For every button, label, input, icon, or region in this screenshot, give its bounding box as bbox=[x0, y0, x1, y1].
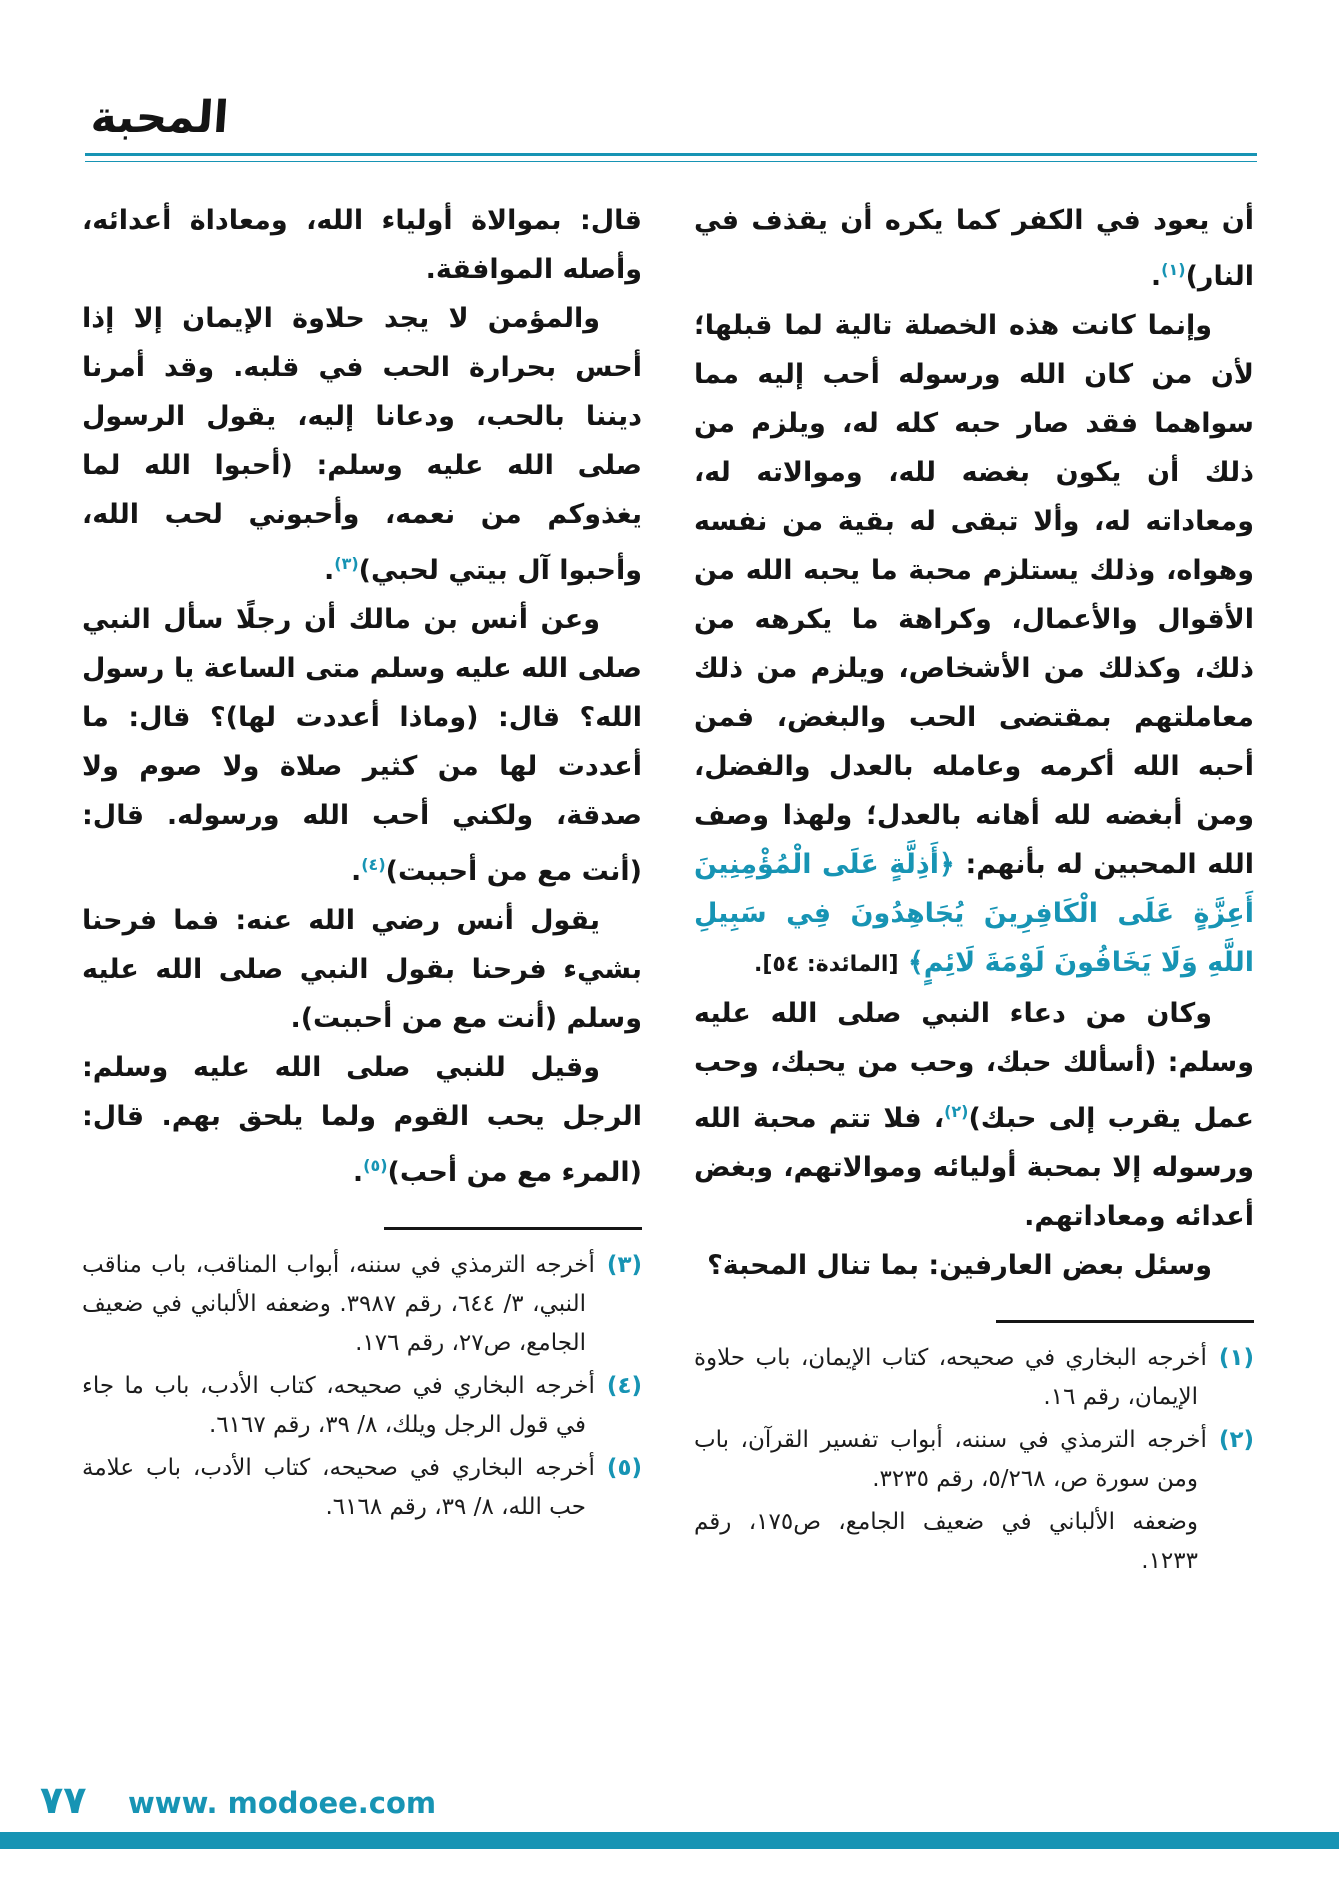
footnotes-right bbox=[694, 1320, 1254, 1581]
footnote-marker: (١) bbox=[1161, 260, 1186, 279]
paragraph-text: . bbox=[323, 555, 335, 586]
page-header bbox=[85, 92, 1257, 162]
footnote bbox=[82, 1449, 642, 1527]
footnote-marker: (٤) bbox=[361, 855, 386, 874]
chapter-logo: المحبة bbox=[89, 92, 231, 143]
paragraph bbox=[82, 595, 642, 896]
footnote-marker: (٣) bbox=[334, 554, 359, 573]
footnote bbox=[82, 1246, 642, 1363]
paragraph bbox=[694, 1241, 1254, 1290]
footnote-number: (٥) bbox=[606, 1455, 642, 1481]
paragraph bbox=[82, 896, 642, 1043]
text-columns bbox=[82, 196, 1254, 1585]
paragraph bbox=[82, 1043, 642, 1197]
footnote-number: (١) bbox=[1218, 1345, 1254, 1371]
footnote-text: أخرجه الترمذي في سننه، أبواب المناقب، باب مناقب النبي، ٣/ ٦٤٤، رقم ٣٩٨٧. وضعفه الألباني في ضعيف الجامع، ص٢٧، رقم ١٧٦. bbox=[82, 1252, 595, 1356]
paragraph-text: . bbox=[350, 856, 362, 887]
footnote-number: (٤) bbox=[606, 1373, 642, 1399]
paragraph-text: وقيل للنبي صلى الله عليه وسلم: الرجل يحب القوم ولما يلحق بهم. قال: (المرء مع من أحب) bbox=[82, 1052, 642, 1188]
footnote-text: أخرجه البخاري في صحيحه، كتاب الأدب، باب علامة حب الله، ٨/ ٣٩، رقم ٦١٦٨. bbox=[82, 1455, 595, 1520]
verse-reference: [المائدة: ٥٤]. bbox=[753, 952, 899, 977]
footnote-separator bbox=[996, 1320, 1254, 1323]
paragraph-text: والمؤمن لا يجد حلاوة الإيمان إلا إذا أحس بحرارة الحب في قلبه. وقد أمرنا ديننا بالحب، ودعانا إليه، يقول الرسول صلى الله عليه وسلم: (أحبوا الله لما يغذوكم من نعمه، وأحبوني لحب الله، وأحبوا آل بيتي لحبي) bbox=[82, 303, 642, 586]
footnote-text: أخرجه الترمذي في سننه، أبواب تفسير القرآن، باب ومن سورة ص، ٥/٢٦٨، رقم ٣٢٣٥. bbox=[694, 1427, 1207, 1492]
footnote-number: (٣) bbox=[606, 1252, 642, 1278]
paragraph-text: يقول أنس رضي الله عنه: فما فرحنا بشيء فرحنا بقول النبي صلى الله عليه وسلم (أنت مع من أحببت). bbox=[82, 905, 642, 1034]
footnote-marker: (٥) bbox=[363, 1156, 388, 1175]
footnote-text: أخرجه البخاري في صحيحه، كتاب الإيمان، باب حلاوة الإيمان، رقم ١٦. bbox=[694, 1345, 1207, 1410]
footnote-continuation bbox=[694, 1503, 1254, 1581]
footnote bbox=[694, 1339, 1254, 1417]
paragraph bbox=[82, 196, 642, 294]
footnote bbox=[694, 1421, 1254, 1499]
paragraph-text: وإنما كانت هذه الخصلة تالية لما قبلها؛ لأن من كان الله ورسوله أحب إليه مما سواهما فقد صار حبه كله له، ويلزم من ذلك أن يكون بغضه لله، وموالاته له، ومعاداته له، وألا تبقى له بقية من نفسه وهواه، وذلك يستلزم محبة ما يحبه الله من الأقوال والأعمال، وكراهة ما يكرهه من ذلك، وكذلك من الأشخاص، ويلزم من ذلك معاملتهم بمقتضى الحب والبغض، فمن أحبه الله أكرمه وعامله بالعدل والفضل، ومن أبغضه لله أهانه بالعدل؛ ولهذا وصف الله المحبين له بأنهم: bbox=[694, 310, 1254, 880]
paragraph-text: . bbox=[1150, 261, 1162, 292]
footnote-text: وضعفه الألباني في ضعيف الجامع، ص١٧٥، رقم ١٢٣٣. bbox=[694, 1509, 1198, 1574]
paragraph-text: أن يعود في الكفر كما يكره أن يقذف في النار) bbox=[694, 205, 1254, 292]
page-number: ٧٧ bbox=[40, 1778, 87, 1822]
column-left bbox=[82, 196, 642, 1585]
header-rule bbox=[85, 153, 1257, 162]
footnote bbox=[82, 1367, 642, 1445]
paragraph-text: قال: بموالاة أولياء الله، ومعاداة أعدائه، وأصله الموافقة. bbox=[82, 205, 642, 285]
footer-bar bbox=[0, 1832, 1339, 1849]
quran-verse: ﴿أَذِلَّةٍ عَلَى الْمُؤْمِنِينَ أَعِزَّةٍ عَلَى الْكَافِرِينَ يُجَاهِدُونَ فِي سَبِيلِ اللَّهِ وَلَا يَخَافُونَ لَوْمَةَ لَائِمٍ﴾ bbox=[694, 849, 1254, 978]
paragraph-text: وسئل بعض العارفين: بما تنال المحبة؟ bbox=[707, 1250, 1212, 1281]
paragraph-text: . bbox=[352, 1157, 364, 1188]
footnotes-left bbox=[82, 1227, 642, 1527]
paragraph-text: ، فلا تتم محبة الله ورسوله إلا بمحبة أوليائه وموالاتهم، وبغض أعدائه ومعاداتهم. bbox=[694, 1103, 1254, 1232]
paragraph bbox=[694, 989, 1254, 1241]
website-url: www. modoee.com bbox=[128, 1786, 437, 1820]
column-right bbox=[694, 196, 1254, 1585]
paragraph bbox=[82, 294, 642, 595]
paragraph bbox=[694, 196, 1254, 301]
footnote-marker: (٢) bbox=[944, 1102, 969, 1121]
footnote-text: أخرجه البخاري في صحيحه، كتاب الأدب، باب ما جاء في قول الرجل ويلك، ٨/ ٣٩، رقم ٦١٦٧. bbox=[82, 1373, 595, 1438]
footnote-number: (٢) bbox=[1218, 1427, 1254, 1453]
paragraph-text: وكان من دعاء النبي صلى الله عليه وسلم: (أسألك حبك، وحب من يحبك، وحب عمل يقرب إلى حبك) bbox=[694, 998, 1254, 1134]
footnote-separator bbox=[384, 1227, 642, 1230]
paragraph bbox=[694, 301, 1254, 989]
paragraph-text: وعن أنس بن مالك أن رجلًا سأل النبي صلى الله عليه وسلم متى الساعة يا رسول الله؟ قال: (وماذا أعددت لها)؟ قال: ما أعددت لها من كثير صلاة ولا صوم ولا صدقة، ولكني أحب الله ورسوله. قال: (أنت مع من أحببت) bbox=[82, 604, 642, 887]
